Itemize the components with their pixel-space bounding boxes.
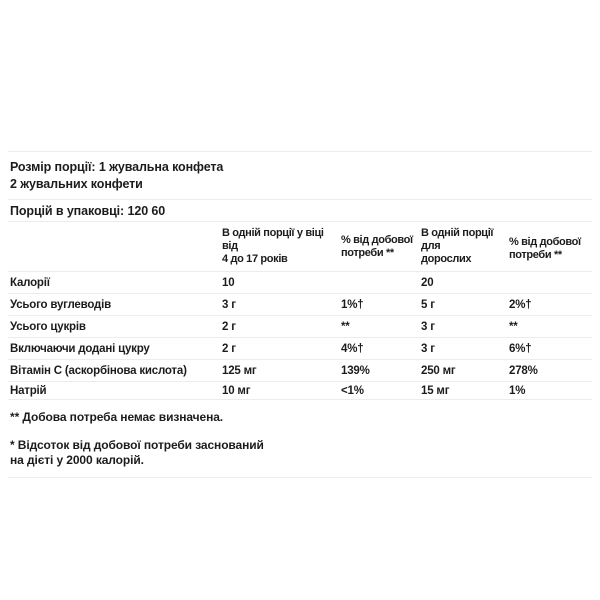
kids-amount-value: 3 г — [222, 298, 236, 311]
supplement-facts-panel — [8, 151, 592, 478]
table-row-added-sugars — [8, 337, 592, 359]
servings-per-container-text: Порцій в упаковці: 120 60 — [10, 204, 166, 218]
kids-amount-value: 2 г — [222, 320, 236, 333]
table-row-sodium — [8, 381, 592, 399]
servings-per-container — [8, 199, 592, 221]
kids-dv-value: 1%† — [341, 298, 364, 311]
serving-size-line1: Розмір порції: 1 жувальна конфета — [10, 160, 224, 174]
header-kids-amount-line1: В одній порції у віці від — [222, 227, 324, 252]
nutrition-table-header — [8, 221, 592, 271]
header-adults-amount-line2: дорослих — [421, 253, 472, 265]
row-label: Усього цукрів — [10, 320, 86, 333]
adults-amount-value: 15 мг — [421, 384, 450, 397]
row-label: Включаючи додані цукру — [10, 342, 150, 355]
footnote-daily-value-undefined: ** Добова потреба немає визначена. — [10, 410, 224, 424]
header-kids-amount — [222, 227, 341, 266]
adults-dv-value: 278% — [509, 364, 538, 377]
row-label: Усього вуглеводів — [10, 298, 111, 311]
footnotes-block — [8, 399, 592, 478]
header-kids-dv-line1: % від добової — [341, 233, 413, 246]
serving-size-line2: 2 жувальних конфети — [10, 177, 143, 191]
header-adults-dv — [509, 232, 592, 262]
kids-dv-value: <1% — [341, 384, 364, 397]
kids-dv-value: 4%† — [341, 342, 364, 355]
header-kids-dv-line2: потреби ** — [341, 246, 394, 259]
row-label: Натрій — [10, 384, 47, 397]
adults-dv-value: 1% — [509, 384, 526, 397]
adults-amount-value: 3 г — [421, 342, 435, 355]
table-row-total-carbs — [8, 293, 592, 315]
table-row-total-sugars — [8, 315, 592, 337]
adults-amount-value: 20 — [421, 276, 434, 289]
kids-amount-value: 10 — [222, 276, 235, 289]
footnote-percent-basis-line1: * Відсоток від добової потреби заснований — [10, 438, 264, 452]
kids-amount-value: 10 мг — [222, 384, 251, 397]
adults-amount-value: 250 мг — [421, 364, 456, 377]
adults-dv-value: ** — [509, 320, 518, 333]
adults-amount-value: 3 г — [421, 320, 435, 333]
serving-size-block — [8, 151, 592, 199]
adults-amount-value: 5 г — [421, 298, 435, 311]
row-label: Калорії — [10, 276, 50, 289]
header-adults-dv-line1: % від добової — [509, 235, 581, 248]
header-adults-amount — [421, 222, 509, 266]
header-kids-dv — [341, 234, 421, 260]
row-label: Вітамін C (аскорбінова кислота) — [10, 364, 187, 377]
footnote-percent-basis — [10, 438, 592, 468]
adults-dv-value: 6%† — [509, 342, 532, 355]
kids-dv-value: 139% — [341, 364, 370, 377]
header-adults-dv-line2: потреби ** — [509, 248, 562, 261]
table-row-vitamin-c — [8, 359, 592, 381]
footnote-percent-basis-line2: на дієті у 2000 калорій. — [10, 453, 144, 467]
header-adults-amount-line1: В одній порції для — [421, 227, 494, 252]
header-kids-amount-line2: 4 до 17 років — [222, 253, 288, 265]
adults-dv-value: 2%† — [509, 298, 532, 311]
kids-dv-value: ** — [341, 320, 350, 333]
kids-amount-value: 2 г — [222, 342, 236, 355]
kids-amount-value: 125 мг — [222, 364, 257, 377]
table-row-calories — [8, 271, 592, 293]
